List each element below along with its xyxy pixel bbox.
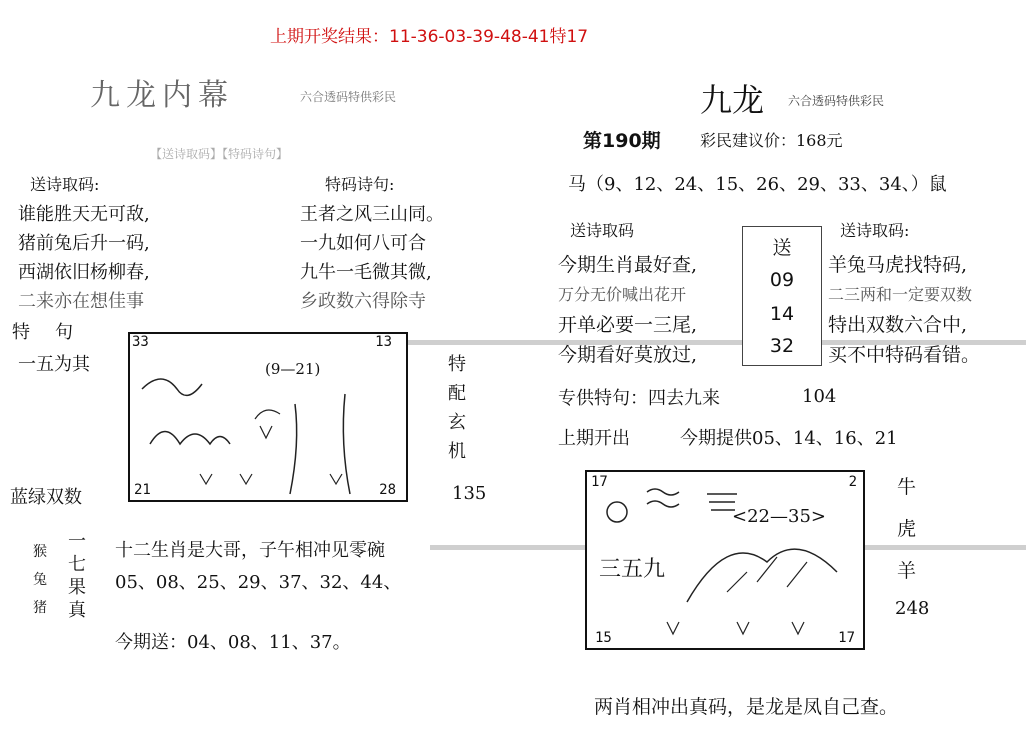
left-line3: 今期送：04、08、11、37。 [115, 632, 351, 653]
poem-line: 乡政数六得除寺 [300, 291, 426, 312]
side-char: 玄 [448, 412, 466, 433]
poem-line: 猪前兔后升一码, [18, 233, 150, 254]
left-sketch-drawing [130, 334, 406, 500]
price: 彩民建议价：168元 [700, 131, 843, 150]
poem-line: 西湖依旧杨柳春, [18, 262, 150, 283]
send-box-num: 32 [769, 335, 795, 357]
right-poem-b [828, 250, 980, 370]
corner-tr: 2 [848, 474, 857, 490]
left-lanlv: 蓝绿双数 [10, 487, 82, 508]
sketch-text: 三五九 [599, 557, 666, 582]
zhuangong-line: 专供特句：四去九来 [558, 388, 720, 409]
left-zodiacs [33, 538, 47, 622]
left-line1: 十二生肖是大哥，子午相冲见零碗 [115, 540, 385, 561]
left-poem-1 [18, 200, 150, 316]
left-side-chars [448, 350, 466, 466]
right-logo-subtitle: 六合透码特供彩民 [788, 94, 885, 108]
poem-line: 开单必要一三尾, [558, 314, 698, 336]
last-draw-result: 上期开奖结果：11-36-03-39-48-41特17 [270, 27, 589, 47]
poem-line: 特出双数六合中, [828, 314, 968, 336]
corner-bl: 21 [134, 482, 151, 498]
right-sketch-drawing [587, 472, 863, 648]
corner-tr: 13 [375, 334, 392, 350]
send-box-num: 09 [769, 269, 795, 291]
side-char: 羊 [897, 560, 917, 582]
right-bottom-line: 两肖相冲出真码，是龙是凤自己查。 [594, 696, 899, 718]
left-line2: 05、08、25、29、37、32、44、 [115, 572, 402, 593]
left-num135: 135 [452, 483, 487, 504]
vertical-char: 真 [68, 600, 86, 621]
vertical-char: 七 [68, 554, 86, 575]
corner-tl: 17 [591, 474, 608, 490]
ma-line: 马（9、12、24、15、26、29、33、34、）鼠 [568, 174, 947, 195]
corner-br: 28 [379, 482, 396, 498]
side-char: 机 [448, 441, 466, 462]
zodiac: 兔 [33, 572, 47, 588]
jinqi-line: 今期提供05、14、16、21 [680, 428, 898, 449]
send-box-num: 14 [769, 303, 795, 325]
corner-bl: 15 [595, 630, 612, 646]
left-col1-title: 送诗取码: [30, 175, 100, 194]
poem-line: 二来亦在想佳事 [18, 291, 144, 312]
corner-tl: 33 [132, 334, 149, 350]
poem-line: 谁能胜天无可敌, [18, 204, 150, 225]
left-qiguozhen [68, 530, 86, 622]
sketch-label: <22—35> [732, 506, 826, 527]
poem-line: 今期生肖最好查, [558, 254, 698, 276]
left-blurred-line: 【送诗取码】【特码诗句】 [150, 147, 289, 161]
right-poem-a [558, 250, 697, 370]
left-header-title: 九龙内幕 [90, 78, 234, 113]
poem-line: 一九如何八可合 [300, 233, 426, 254]
poem-line: 买不中特码看错。 [828, 344, 981, 366]
right-side-chars [897, 466, 916, 592]
sketch-label: (9—21) [265, 360, 321, 378]
left-yiwuweiqi: 一五为其 [18, 354, 90, 375]
corner-br: 17 [838, 630, 855, 646]
left-col2-title: 特码诗句: [325, 175, 395, 194]
side-char: 虎 [897, 518, 917, 540]
num248: 248 [895, 598, 930, 619]
side-char: 配 [448, 383, 466, 404]
side-char: 牛 [897, 476, 917, 498]
vertical-char: 一 [68, 531, 86, 552]
poem-line: 羊兔马虎找特码, [828, 254, 968, 276]
send-box-title: 送 [772, 237, 792, 259]
poem-line: 九牛一毛微其微, [300, 262, 432, 283]
right-col1-title: 送诗取码 [570, 221, 635, 240]
zodiac: 猴 [33, 544, 47, 560]
right-logo-title: 九龙 [700, 81, 765, 119]
side-char: 特 [448, 354, 466, 375]
poem-line: 二三两和一定要双数 [828, 285, 973, 304]
issue-number: 第190期 [583, 130, 661, 152]
send-box [742, 226, 822, 366]
poem-line: 今期看好莫放过, [558, 344, 698, 366]
left-te-label: 特 [12, 322, 30, 343]
left-poem-2 [300, 200, 444, 316]
right-sketch-box [585, 470, 865, 650]
right-col2-title: 送诗取码: [840, 221, 910, 240]
poem-line: 万分无价喊出花开 [558, 285, 687, 304]
left-header-subtitle: 六合透码特供彩民 [300, 90, 397, 104]
poem-line: 王者之风三山同。 [300, 204, 444, 225]
left-sketch-box [128, 332, 408, 502]
left-ju-label: 句 [55, 322, 73, 343]
shangqi-label: 上期开出 [558, 428, 630, 449]
zodiac: 猪 [33, 600, 47, 616]
vertical-char: 果 [68, 577, 86, 598]
num104: 104 [802, 386, 837, 407]
